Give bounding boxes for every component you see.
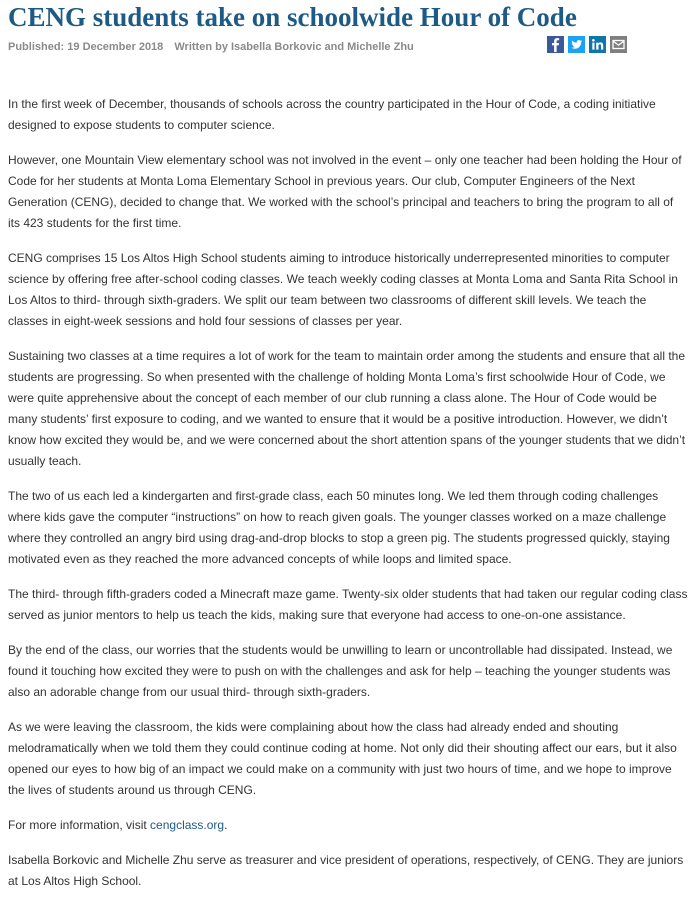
twitter-icon <box>568 36 585 53</box>
article-body <box>8 94 688 906</box>
article-paragraph: However, one Mountain View elementary school was not involved in the event – only one teacher had been holding the Hour of Code for her students at Monta Loma Elementary School in previous years. Our club, Computer Engineers of the Next Generation (CENG), decided to change that. We worked with the school’s principal and teachers to bring the program to all of its 423 students for the first time. <box>8 153 682 230</box>
article-paragraph: The third- through fifth-graders coded a Minecraft maze game. Twenty-six older students that had taken our regular coding class served as junior mentors to help us teach the kids, making sure that everyone had access to one-on-one assistance. <box>8 587 688 622</box>
linkedin-icon <box>589 36 606 53</box>
email-share-button[interactable] <box>610 36 627 53</box>
share-buttons <box>547 36 627 53</box>
article-paragraph: CENG comprises 15 Los Altos High School students aiming to introduce historically underrepresented minorities to computer science by offering free after-school coding classes. We teach weekly coding classes at Monta Loma and Santa Rita School in Los Altos to third- through sixth-graders. We split our team between two classrooms of different skill levels. We teach the classes in eight-week sessions and hold four sessions of classes per year. <box>8 251 678 328</box>
byline: Written by Isabella Borkovic and Michelle Zhu <box>174 41 414 53</box>
article-title: CENG students take on schoolwide Hour of Code <box>8 2 577 32</box>
article-paragraph: The two of us each led a kindergarten and first-grade class, each 50 minutes long. We led them through coding challenges where kids gave the computer “instructions” on how to reach given goals. The younger classes worked on a maze challenge where they controlled an angry bird using drag-and-drop blocks to stop a green pig. The students progressed quickly, staying motivated even as they reached the more advanced concepts of while loops and limited space. <box>8 489 670 566</box>
cengclass-link[interactable]: cengclass.org <box>150 818 225 832</box>
email-icon <box>610 36 627 53</box>
twitter-share-button[interactable] <box>568 36 585 53</box>
facebook-share-button[interactable] <box>547 36 564 53</box>
more-info-paragraph <box>8 815 688 836</box>
article-paragraph: As we were leaving the classroom, the kids were complaining about how the class had already ended and shouting melodramatically when we told them they could continue coding at home. Not only did their shouting affect our ears, but it also opened our eyes to how big of an impact we could make on a community with just two hours of time, and we hope to improve the lives of students around us through CENG. <box>8 720 677 797</box>
article-paragraph: By the end of the class, our worries that the students would be unwilling to learn or uncontrollable had dissipated. Instead, we found it touching how excited they were to push on with the challenges and ask for help – teaching the younger students was also an adorable change from our usual third- through sixth-graders. <box>8 643 673 699</box>
published-date: Published: 19 December 2018 <box>8 41 164 53</box>
article-paragraph: In the first week of December, thousands of schools across the country participated in the Hour of Code, a coding initiative designed to expose students to computer science. <box>8 97 656 132</box>
facebook-icon <box>547 36 564 53</box>
linkedin-share-button[interactable] <box>589 36 606 53</box>
more-info-text: For more information, visit <box>8 818 151 832</box>
article-paragraph: Sustaining two classes at a time requires a lot of work for the team to maintain order among the students and ensure that all the students are progressing. So when presented with the challenge of holding Monta Loma’s first schoolwide Hour of Code, we were quite apprehensive about the concept of each member of our club running a class alone. The Hour of Code would be many students’ first exposure to coding, and we wanted to ensure that it would be a positive introduction. However, we didn’t know how excited they would be, and we were concerned about the short attention spans of the younger students that we didn’t usually teach. <box>8 349 686 468</box>
author-bio: Isabella Borkovic and Michelle Zhu serve as treasurer and vice president of operations, respectively, of CENG. They are juniors at Los Altos High School. <box>8 853 684 888</box>
more-info-period: . <box>224 818 228 832</box>
article-meta <box>8 40 414 54</box>
